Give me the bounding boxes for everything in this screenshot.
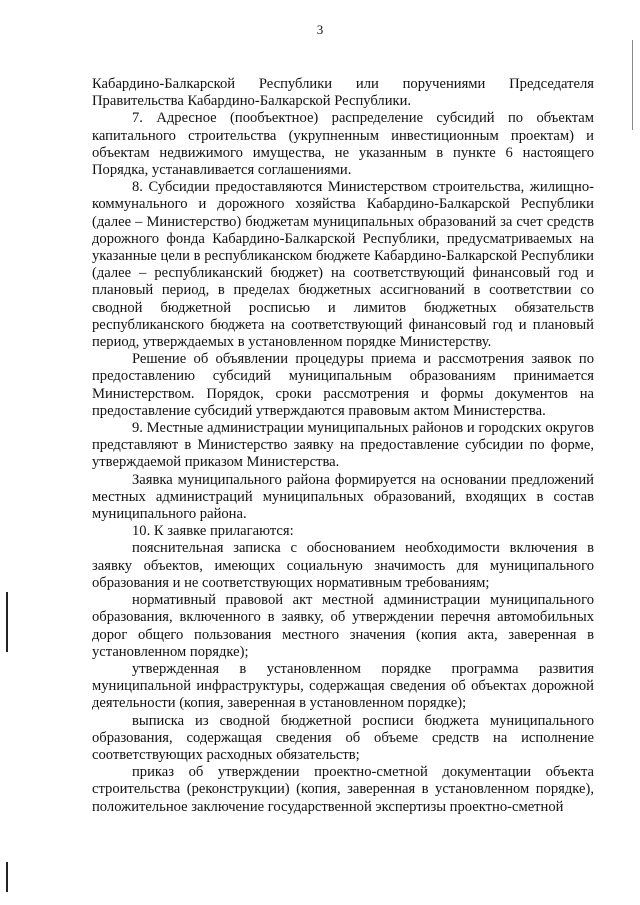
- paragraph: Кабардино-Балкарской Республики или поручениями Председателя Правительства Кабардино-Балкарской Республики.: [92, 76, 594, 110]
- paragraph: утвержденная в установленном порядке программа развития муниципальной инфраструктуры, содержащая сведения об объектах дорожной деятельности (копия, заверенная в установленном порядке);: [92, 660, 594, 712]
- paragraph: 9. Местные администрации муниципальных районов и городских округов представляют в Министерство заявку на предоставление субсидии по форме, утверждаемой приказом Министерства.: [92, 420, 594, 471]
- scan-mark-left-bottom: [6, 862, 8, 892]
- scan-mark-left: [6, 592, 8, 652]
- paragraph: 10. К заявке прилагаются:: [132, 523, 294, 540]
- paragraph: Заявка муниципального района формируется на основании предложений местных администраций муниципальных образований, входящих в состав муниципального района.: [92, 471, 594, 523]
- paragraph: 7. Адресное (пообъектное) распределение субсидий по объектам капитального строительства (укрупненным инвестиционным проектам) и объектам недвижимого имущества, не указанным в пункте 6 настоящего Порядка, устанавливается соглашениями.: [92, 110, 594, 179]
- paragraph: нормативный правовой акт местной администрации муниципального образования, включенного в заявку, об утверждении перечня автомобильных дорог общего пользования местного значения (копия акта, заверенная в установленном порядке);: [92, 592, 594, 660]
- paragraph: выписка из сводной бюджетной росписи бюджета муниципального образования, содержащая сведения об объеме средств на исполнение соответствующих расходных обязательств;: [92, 712, 594, 763]
- paragraph: Решение об объявлении процедуры приема и рассмотрения заявок по предоставлению субсидий муниципальным образованиям принимается Министерством. Порядок, сроки рассмотрения и формы документов на предоставление субсидий утверждаются правовым актом Министерства.: [92, 351, 594, 419]
- paragraph: 8. Субсидии предоставляются Министерством строительства, жилищно-коммунального и дорожного хозяйства Кабардино-Балкарской Республики (далее – Министерство) бюджетам муниципальных образований за счет средств дорожного фонда Кабардино-Балкарской Республики, предусматриваемых на указанные цели в республиканском бюджете Кабардино-Балкарской Республики (далее – республиканский бюджет) на соответствующий финансовый год и плановый период, в пределах бюджетных ассигнований в соответствии со сводной бюджетной росписью и лимитов бюджетных обязательств республиканского бюджета на соответствующий финансовый год и плановый период, утверждаемых в установленном порядке Министерству.: [92, 179, 594, 351]
- page-number: 3: [316, 22, 324, 37]
- document-body: [92, 76, 594, 816]
- scan-mark-right: [632, 40, 633, 130]
- paragraph: пояснительная записка с обоснованием необходимости включения в заявку объектов, имеющих социальную значимость для муниципального образования и не соответствующих нормативным требованиям;: [92, 540, 594, 591]
- paragraph: приказ об утверждении проектно-сметной документации объекта строительства (реконструкции) (копия, заверенная в установленном порядке), положительное заключение государственной экспертизы проектно-сметной: [92, 764, 594, 815]
